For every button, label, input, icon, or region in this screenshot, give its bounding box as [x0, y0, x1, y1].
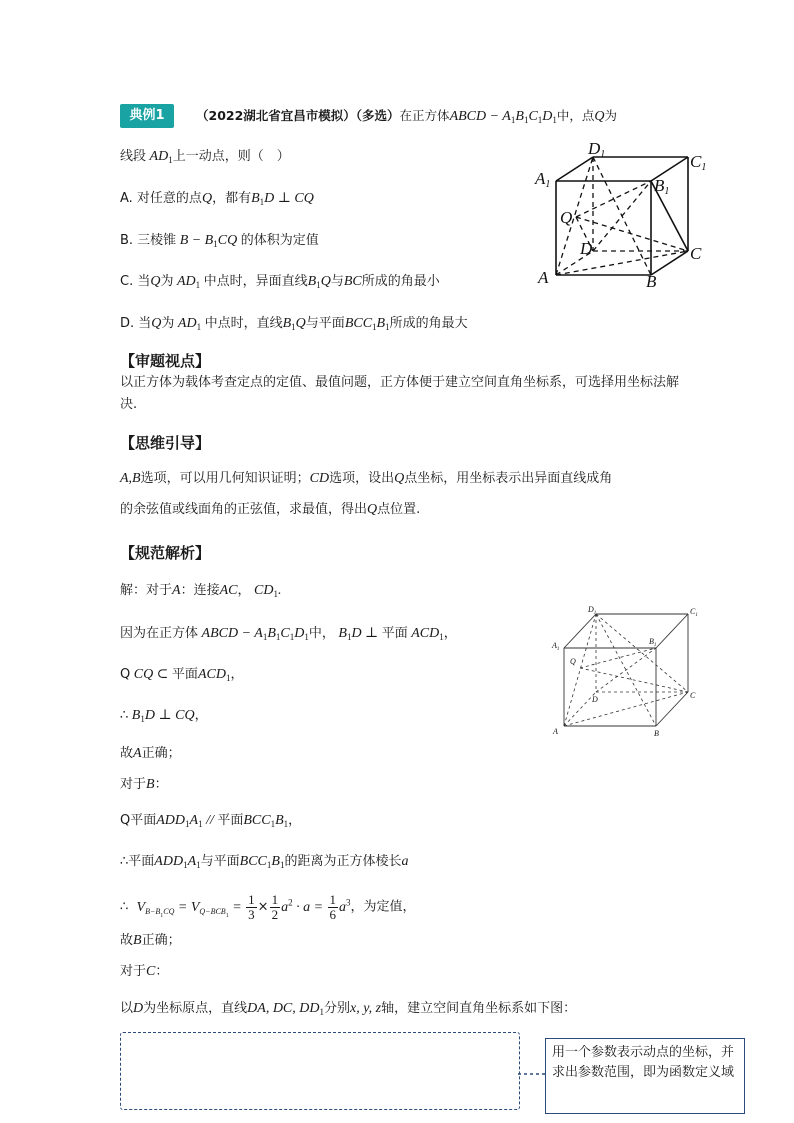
s1c: ， — [237, 583, 251, 598]
guide-q1: Q — [394, 471, 405, 486]
small-label-c: C — [690, 691, 696, 700]
frac-one-third: $\frac{1}{3}$ — [248, 891, 255, 922]
s9a: ∴ — [120, 899, 129, 915]
guide-ab: A,B — [120, 471, 141, 486]
label-b1: B1 — [654, 176, 670, 197]
solution-line-8 — [120, 852, 408, 875]
option-c — [120, 272, 440, 295]
small-label-a1: $A_1$ — [552, 641, 560, 652]
guide-text-4: 的余弦值或线面角的正弦值，求最值，得出 — [120, 502, 368, 517]
option-a-q: Q — [201, 191, 213, 206]
stem-text-c: 为 — [604, 108, 618, 123]
s8-a: a — [401, 854, 409, 869]
solution-line-1 — [120, 581, 281, 604]
s12a: 以 — [120, 1001, 134, 1016]
option-c-mid2: 中点时，异面直线 — [203, 274, 308, 289]
solution-line-12 — [120, 999, 576, 1022]
label-d1: D1 — [588, 139, 606, 160]
solution-line-2 — [120, 624, 457, 647]
s8b: 与平面 — [200, 854, 240, 869]
option-d-plane: $BCC_1B_1$ — [344, 316, 390, 332]
s7c: ， — [288, 813, 302, 828]
guide-text-3: 点坐标，用坐标表示出异面直线成角 — [404, 471, 613, 486]
s11a: 对于 — [120, 964, 147, 979]
label-c1: C1 — [690, 152, 707, 173]
s9-formula-left: $V_{B-B_1CQ} = V_{Q-BCB_1}$ = — [136, 899, 246, 919]
s7-bcc1b1: $BCC_1B_1$ — [243, 813, 289, 829]
option-d-mid2: 中点时，直线 — [204, 316, 283, 331]
cube-figure-small — [548, 600, 708, 740]
guide-text-1: 选项，可以用几何知识证明； — [140, 471, 310, 486]
stem-text-e: 上一动点，则（ ） — [172, 149, 290, 164]
s2b: 中， — [308, 626, 335, 641]
guide-text-5: 点位置. — [377, 502, 421, 517]
s9-a3: $a^3$ — [339, 897, 351, 915]
option-c-prefix: C. 当 — [120, 274, 151, 289]
s6-b: B — [146, 777, 155, 792]
review-title: 【审题视点】 — [120, 352, 211, 370]
s10a: 故 — [120, 933, 134, 948]
s8-bcc1b1: $BCC_1B_1$ — [239, 854, 285, 870]
s2-cube: ABCD − $A_1B_1C_1D_1$ — [198, 626, 309, 642]
option-a-mid: ，都有 — [212, 191, 252, 206]
label-a: A — [538, 268, 549, 287]
option-d-mid3: 与平面 — [305, 316, 345, 331]
s5-a: A — [133, 746, 142, 761]
solution-line-10 — [120, 931, 181, 951]
example-source: （2022湖北省宜昌市模拟）（多选） — [196, 108, 400, 123]
s3a: Q — [120, 667, 131, 682]
option-c-ad1: $AD_1$ — [173, 274, 201, 290]
small-label-b: B — [654, 729, 659, 738]
option-b — [120, 231, 319, 254]
guide-q2: Q — [367, 502, 378, 517]
s11b: ： — [155, 964, 169, 979]
segment-ad1: $AD_1$ — [146, 149, 173, 165]
s4b: ， — [194, 708, 208, 723]
s5b: 正确； — [141, 746, 181, 761]
option-d-mid1: 为 — [161, 316, 175, 331]
solution-line-5 — [120, 744, 181, 764]
solution-line-7 — [120, 811, 301, 834]
guide-title: 【思维引导】 — [120, 434, 211, 452]
solution-title: 【规范解析】 — [120, 544, 211, 562]
small-label-d1: $D_1$ — [588, 605, 597, 616]
label-d: D — [580, 239, 593, 258]
s12c: 分别 — [324, 1001, 351, 1016]
cube-name: ABCD − $A_1B_1C_1D_1$ — [449, 109, 557, 125]
small-label-a: A — [553, 727, 558, 736]
s1-cd1: $CD_1$. — [250, 583, 282, 599]
option-a-prefix: A. 对任意的点 — [120, 191, 202, 206]
option-b-prefix: B. 三棱锥 — [120, 233, 177, 248]
s3b: 平面 — [171, 667, 198, 682]
s7b: 平面 — [217, 813, 244, 828]
guide-line2 — [120, 500, 420, 520]
option-b-suffix: 的体积为定值 — [240, 233, 319, 248]
guide-text-2: 选项，设出 — [329, 471, 395, 486]
example-stem-line1 — [196, 106, 617, 130]
s9b: ，为定值， — [350, 899, 416, 915]
point-q: Q — [594, 109, 605, 124]
s12-xyz: x, y, z — [350, 1001, 382, 1016]
option-d-prefix: D. 当 — [120, 316, 152, 331]
solution-line-11 — [120, 962, 168, 982]
example-stem-line2 — [120, 147, 290, 170]
stem-text-d: 线段 — [120, 149, 147, 164]
guide-cd: CD — [309, 471, 330, 486]
option-d — [120, 314, 468, 337]
s10-b: B — [133, 933, 142, 948]
example-badge: 典例1 — [120, 104, 174, 128]
s2-b1d: $B_1D$ ⊥ — [334, 626, 382, 642]
solution-line-6 — [120, 775, 168, 795]
s7-add1a1: $ADD_1A_1$ // — [156, 813, 218, 829]
small-label-q: Q — [570, 657, 576, 666]
s11-c: C — [146, 964, 156, 979]
s12d: 轴，建立空间直角坐标系如下图： — [381, 1001, 577, 1016]
option-d-q: Q — [151, 316, 162, 331]
option-a — [120, 189, 314, 212]
s1a: 解：对于 — [120, 583, 173, 598]
option-c-q: Q — [150, 274, 161, 289]
label-a1: A1 — [535, 169, 551, 190]
option-c-mid3: 与 — [330, 274, 344, 289]
cube-figure-large — [530, 135, 720, 295]
s8-add1a1: $ADD_1A_1$ — [154, 854, 201, 870]
option-a-formula: $B_1D$ ⊥ CQ — [251, 191, 314, 207]
diagram-placeholder-box — [120, 1032, 520, 1110]
s6b: ： — [154, 777, 168, 792]
option-c-mid1: 为 — [160, 274, 174, 289]
option-c-bc: BC — [343, 274, 362, 289]
option-d-b1q: $B_1Q$ — [282, 316, 306, 332]
s1b: ：连接 — [180, 583, 220, 598]
review-text: 以正方体为载体考查定点的定值、最值问题，正方体便于建立空间直角坐标系，可选择用坐标法解决. — [120, 375, 680, 412]
option-d-ad1: $AD_1$ — [174, 316, 202, 332]
s3-cq: CQ ⊂ — [130, 667, 172, 682]
s1-a: A — [172, 583, 181, 598]
stem-text-b: 中，点 — [556, 108, 595, 123]
label-c: C — [690, 244, 702, 263]
solution-line-4 — [120, 706, 208, 729]
small-label-c1: $C_1$ — [690, 607, 698, 618]
s5a: 故 — [120, 746, 134, 761]
s2-acd1: $ACD_1$ — [407, 626, 444, 642]
s12-axes: DA, DC, $DD_1$ — [247, 1001, 324, 1017]
label-q: Q — [560, 208, 573, 227]
s2d: ， — [443, 626, 457, 641]
s12-d: D — [133, 1001, 144, 1016]
s1-ac: AC — [219, 583, 238, 598]
option-c-suffix: 所成的角最小 — [361, 274, 440, 289]
s8a: ∴平面 — [120, 854, 155, 869]
frac-one-half: $\frac{1}{2}$ — [271, 891, 279, 922]
guide-line1 — [120, 469, 612, 489]
s12b: 为坐标原点，直线 — [143, 1001, 248, 1016]
option-c-b1q: $B_1Q$ — [307, 274, 331, 290]
option-b-formula: $B - B_1CQ$ — [176, 233, 241, 249]
label-b: B — [646, 272, 657, 291]
s2a: 因为在正方体 — [120, 626, 199, 641]
solution-line-3 — [120, 665, 243, 688]
hint-note-box: 用一个参数表示动点的坐标，并求出参数范围，即为函数定义域 — [545, 1038, 745, 1114]
frac-one-sixth: $\frac{1}{6}$ — [329, 891, 337, 922]
small-label-b1: $B_1$ — [649, 637, 657, 648]
s7a: Q平面 — [120, 813, 157, 828]
connector-line — [518, 1062, 548, 1082]
s4a: ∴ — [120, 708, 129, 723]
s10b: 正确； — [141, 933, 181, 948]
s3-acd1: $ACD_1$ — [197, 667, 231, 683]
s9-a2a: $a^2 \cdot a$ = — [281, 897, 327, 915]
small-label-d: D — [592, 695, 598, 704]
solution-line-9: ∴ $V_{B-B_1CQ} = V_{Q-BCB_1}$ = $\frac{1}{3}$ × $\frac{1}{2}$ $a^2 \cdot a$ = $\frac{1}{6}$ $a^3$，为定值， — [120, 891, 416, 922]
option-d-suffix: 所成的角最大 — [389, 316, 468, 331]
s4-formula: $B_1D$ ⊥ CQ — [128, 708, 195, 724]
s2c: 平面 — [381, 626, 408, 641]
s6a: 对于 — [120, 777, 147, 792]
stem-text-a: 在正方体 — [399, 108, 450, 123]
s3c: ， — [230, 667, 244, 682]
s8c: 的距离为正方体棱长 — [284, 854, 402, 869]
